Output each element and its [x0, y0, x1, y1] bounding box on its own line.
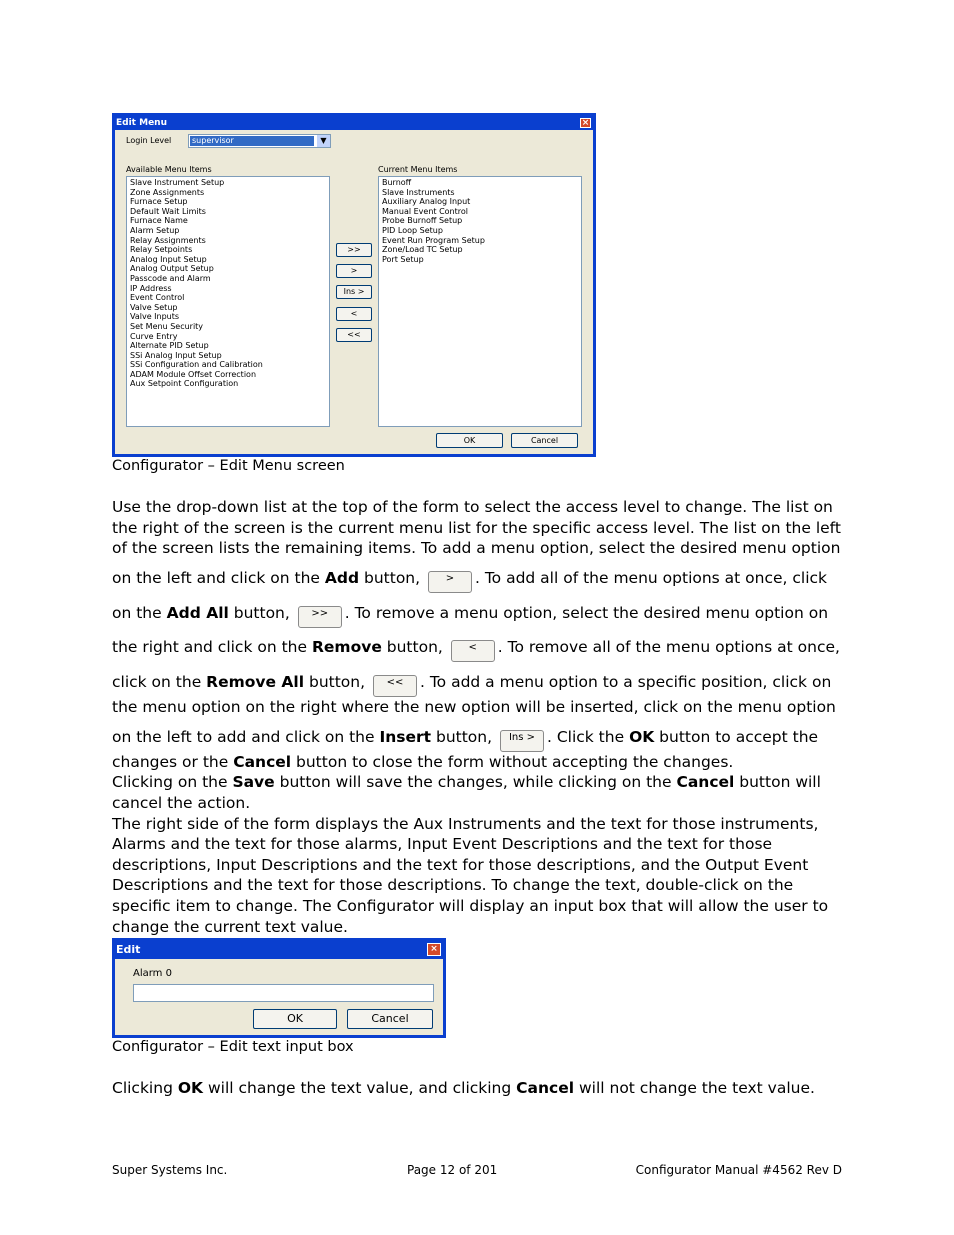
text-line	[112, 772, 852, 793]
list-item[interactable]: Furnace Setup	[130, 197, 188, 207]
current-items-label: Current Menu Items	[378, 165, 458, 174]
edit-field-label: Alarm 0	[133, 968, 172, 979]
text-line: change the current text value.	[112, 917, 348, 936]
login-level-label: Login Level	[126, 136, 172, 145]
list-item[interactable]: Passcode and Alarm	[130, 273, 211, 283]
chevron-down-icon[interactable]: ▼	[317, 135, 330, 147]
list-item[interactable]: Set Menu Security	[130, 321, 204, 331]
list-item[interactable]: Analog Input Setup	[130, 254, 207, 264]
bold-term: Remove	[311, 638, 382, 657]
cancel-button[interactable]: Cancel	[511, 433, 578, 448]
text-line: cancel the action.	[112, 794, 251, 813]
remove-button[interactable]: <	[336, 307, 372, 321]
list-item[interactable]: SSi Analog Input Setup	[130, 350, 222, 360]
list-item[interactable]: Relay Assignments	[130, 235, 206, 245]
edit-menu-window	[112, 113, 596, 457]
text-span: . To remove all of the menu options at once,	[497, 638, 840, 657]
text-span: button,	[304, 672, 370, 691]
text-line: Use the drop-down list at the top of the form to select the access level to change. The list on	[112, 498, 833, 516]
text-span: button,	[381, 638, 448, 657]
closing-paragraph	[112, 1078, 852, 1099]
add-all-button[interactable]: >>	[336, 243, 372, 257]
text-span: button to close the form without accepting the changes.	[291, 752, 734, 771]
bold-term: Cancel	[233, 752, 292, 771]
insert-button[interactable]: Ins >	[336, 285, 372, 299]
instructions-paragraph	[112, 497, 852, 937]
list-item[interactable]: Valve Setup	[130, 302, 178, 312]
edit-text-input[interactable]	[133, 984, 434, 1002]
list-item[interactable]: Furnace Name	[130, 216, 188, 226]
list-item[interactable]: Curve Entry	[130, 331, 178, 341]
edit-dialog-caption: Configurator – Edit text input box	[112, 1039, 354, 1055]
list-item[interactable]: Zone/Load TC Setup	[382, 245, 463, 255]
text-line: Alarms and the text for those alarms, Input Event Descriptions and the text for those	[112, 835, 773, 854]
list-item[interactable]: Aux Setpoint Configuration	[130, 379, 239, 389]
text-span: button will	[734, 773, 821, 792]
list-item[interactable]: Slave Instrument Setup	[130, 178, 225, 187]
close-icon[interactable]: ×	[427, 943, 441, 956]
footer-manual-title: Configurator Manual #4562 Rev D	[635, 1163, 842, 1177]
list-item[interactable]: Probe Burnoff Setup	[382, 216, 463, 226]
text-line: the menu option on the right where the new option will be inserted, click on the menu option	[112, 697, 836, 716]
insert-button-image: Ins >	[500, 730, 544, 752]
list-item[interactable]: Event Run Program Setup	[382, 235, 485, 245]
ok-button[interactable]: OK	[436, 433, 503, 448]
edit-menu-caption: Configurator – Edit Menu screen	[112, 458, 345, 474]
list-item[interactable]: Valve Inputs	[130, 312, 180, 322]
add-button[interactable]: >	[336, 264, 372, 278]
text-span: button,	[359, 569, 425, 588]
text-line	[112, 752, 852, 773]
edit-menu-title: Edit Menu	[116, 118, 167, 128]
bold-term: Save	[232, 773, 275, 792]
login-level-value: supervisor	[190, 136, 314, 146]
list-item[interactable]: Port Setup	[382, 254, 424, 264]
close-icon[interactable]: ×	[581, 118, 590, 128]
text-span: on the	[112, 603, 167, 622]
text-span: . Click the	[546, 727, 630, 746]
list-item[interactable]: Relay Setpoints	[130, 245, 193, 255]
text-line: specific item to change. The Configurator will display an input box that will allow the user to	[112, 897, 829, 916]
remove-all-button-image: <<	[373, 675, 417, 697]
edit-menu-titlebar	[115, 116, 593, 130]
text-span: on the left to add and click on the	[112, 727, 380, 746]
text-line: descriptions, Input Descriptions and the text for those descriptions, and the Output Event	[112, 855, 809, 874]
text-span: . To remove a menu option, select the desired menu option on	[344, 603, 829, 622]
text-line	[112, 637, 852, 662]
add-all-button-image: >>	[298, 606, 342, 628]
bold-term: Cancel	[676, 773, 735, 792]
text-line: the right of the screen is the current menu list for the specific access level. The list on the left	[112, 518, 841, 537]
ok-button[interactable]: OK	[253, 1009, 337, 1029]
text-span: button,	[228, 603, 295, 622]
list-item[interactable]: Slave Instruments	[382, 187, 455, 197]
text-line	[112, 727, 852, 752]
bold-term: OK	[629, 727, 655, 746]
list-item[interactable]: Alarm Setup	[130, 225, 180, 235]
text-span: Clicking	[112, 1079, 178, 1097]
text-span: . To add a menu option to a specific position, click on	[419, 672, 832, 691]
text-span: changes or the	[112, 752, 234, 771]
text-span: on the left and click on the	[112, 569, 325, 588]
list-item[interactable]: SSi Configuration and Calibration	[130, 360, 263, 370]
list-item[interactable]: Event Control	[130, 293, 185, 303]
footer-company: Super Systems Inc.	[112, 1163, 228, 1177]
text-line	[112, 672, 852, 697]
current-items-list[interactable]	[378, 176, 582, 427]
text-line	[112, 568, 852, 593]
list-item[interactable]: Default Wait Limits	[130, 206, 206, 216]
bold-term: Remove All	[206, 672, 305, 691]
list-item[interactable]: Analog Output Setup	[130, 264, 214, 274]
list-item[interactable]: Alternate PID Setup	[130, 341, 209, 351]
text-span: button,	[431, 727, 497, 746]
list-item[interactable]: PID Loop Setup	[382, 225, 443, 235]
available-items-label: Available Menu Items	[126, 165, 212, 174]
bold-term: Add	[324, 569, 360, 588]
edit-dialog	[112, 938, 446, 1038]
list-item[interactable]: IP Address	[130, 283, 172, 293]
text-span: click on the	[112, 672, 207, 691]
text-span: the right and click on the	[112, 638, 312, 657]
bold-term: OK	[177, 1079, 204, 1097]
login-level-select[interactable]	[188, 134, 331, 148]
list-item[interactable]: Manual Event Control	[382, 206, 468, 216]
bold-term: Add All	[166, 603, 229, 622]
remove-button-image: <	[451, 640, 495, 662]
text-span: button will save the changes, while clicking on the	[274, 773, 677, 792]
text-line: of the screen lists the remaining items. To add a menu option, select the desired menu option	[112, 539, 841, 558]
text-line: The right side of the form displays the Aux Instruments and the text for those instruments,	[112, 814, 819, 833]
available-items-list[interactable]	[126, 176, 330, 427]
list-item[interactable]: Auxiliary Analog Input	[382, 197, 471, 207]
text-span: will not change the text value.	[574, 1079, 815, 1097]
text-line	[112, 603, 852, 628]
cancel-button[interactable]: Cancel	[347, 1009, 433, 1029]
add-button-image: >	[428, 571, 472, 593]
edit-dialog-titlebar	[115, 941, 443, 959]
edit-dialog-title: Edit	[116, 943, 141, 956]
list-item[interactable]: Burnoff	[382, 178, 412, 187]
bold-term: Insert	[379, 727, 432, 746]
text-span: will change the text value, and clicking	[203, 1079, 517, 1097]
list-item[interactable]: Zone Assignments	[130, 187, 205, 197]
text-span: . To add all of the menu options at once, click	[474, 569, 828, 588]
footer-page-number: Page 12 of 201	[407, 1163, 498, 1177]
text-span: Clicking on the	[112, 773, 233, 792]
bold-term: Cancel	[516, 1079, 575, 1097]
list-item[interactable]: ADAM Module Offset Correction	[130, 369, 257, 379]
remove-all-button[interactable]: <<	[336, 328, 372, 342]
text-line: Descriptions and the text for those descriptions. To change the text, double-click on the	[112, 876, 794, 895]
text-span: button to accept the	[654, 727, 819, 746]
